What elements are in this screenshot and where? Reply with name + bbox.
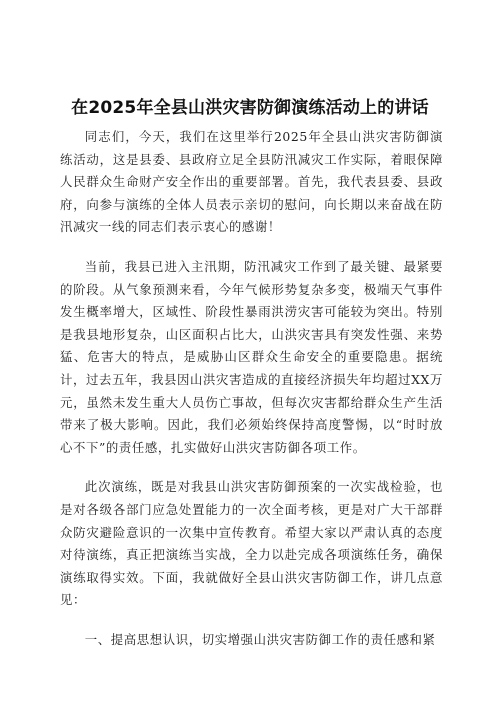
speech-title: 在2025年全县山洪灾害防御演练活动上的讲话 (71, 98, 429, 118)
paragraph-section-one-heading: 一、提高思想认识，切实增强山洪灾害防御工作的责任感和紧 (84, 631, 436, 647)
paragraph-situation: 当前，我县已进入主汛期，防汛减灾工作到了最关键、最紧要的阶段。从气象预测来看，今年气候形势复杂多变，极端天气事件发生概率增大，区域性、阶段性暴雨洪涝灾害可能较为突出。特别是我县地形复杂，山区面积占比大，山洪灾害具有突发性强、来势猛、危害大的特点，是威胁山区群众生命安全的重要隐患。据统计，过去五年，我县因山洪灾害造成的直接经济损失年均超过XX万元，虽然未发生重大人员伤亡事故，但每次灾害都给群众生产生活带来了极大影响。因此，我们必须始终保持高度警惕，以“时时放心不下”的责任感，扎实做好山洪灾害防御各项工作。 (60, 258, 443, 455)
speech-body (60, 126, 443, 668)
paragraph-drill-purpose: 此次演练，既是对我县山洪灾害防御预案的一次实战检验，也是对各级各部门应急处置能力的一次全面考核，更是对广大干部群众防灾避险意识的一次集中宣传教育。希望大家以严肃认真的态度对待演练，真正把演练当实战，全力以赴完成各项演练任务，确保演练取得实效。下面，我就做好全县山洪灾害防御工作，讲几点意见： (60, 479, 443, 608)
paragraph-greeting: 同志们，今天，我们在这里举行2025年全县山洪灾害防御演练活动，这是县委、县政府立足全县防汛减灾工作实际，着眼保障人民群众生命财产安全作出的重要部署。首先，我代表县委、县政府，向参与演练的全体人员表示亲切的慰问，向长期以来奋战在防汛减灾一线的同志们表示衷心的感谢！ (60, 129, 443, 235)
